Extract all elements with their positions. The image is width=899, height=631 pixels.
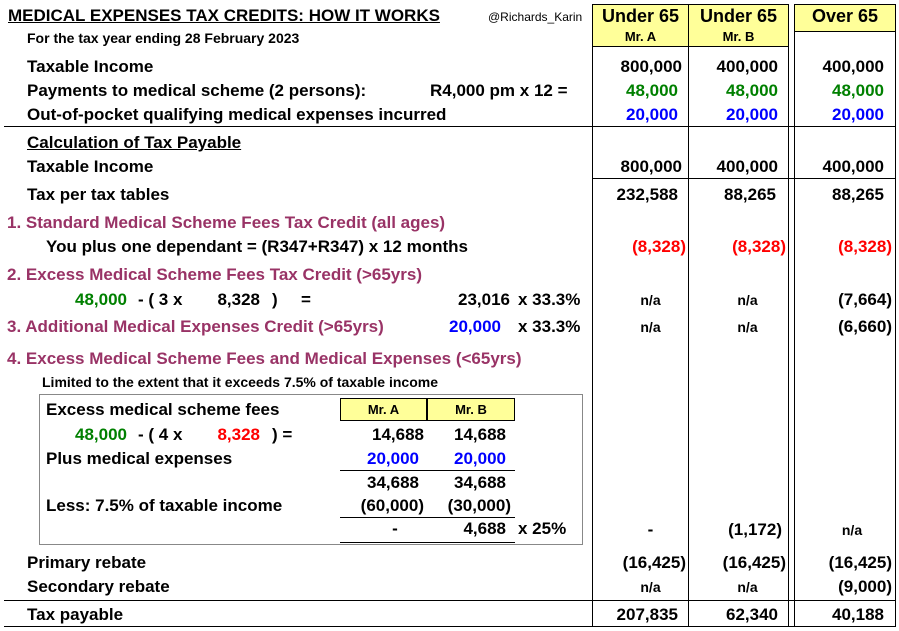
s3-c: (6,660) [838,317,892,336]
calc-taxable-label: Taxable Income [27,157,154,176]
box-less-label: Less: 7.5% of taxable income [46,496,283,515]
taxable-b: 400,000 [716,57,778,76]
s2-result: 23,016 [458,290,510,309]
box-header-a: Mr. A [367,402,400,417]
s1-b: (8,328) [732,237,786,256]
s2-rate: x 33.3% [518,290,581,309]
col-header-b-top: Under 65 [699,6,778,26]
s4-c: n/a [841,522,863,538]
tax-tables-c: 88,265 [832,185,884,204]
box-net-a: - [392,519,398,538]
primary-rebate-label: Primary rebate [27,553,147,572]
box-credit: 8,328 [217,425,260,444]
payments-formula: R4,000 pm x 12 = [430,81,568,100]
s4-heading: 4. Excess Medical Scheme Fees and Medical Expenses (<65yrs) [7,349,522,368]
s3-a: n/a [640,319,661,335]
s4-b: (1,172) [728,520,782,539]
box-subtotal-line [340,470,515,471]
tax-payable-b: 62,340 [726,605,778,624]
tax-year-note: For the tax year ending 28 February 2023 [27,30,300,46]
separator-tax-tables [592,178,896,179]
payments-c: 48,000 [832,81,884,100]
s4-a: - [647,520,654,539]
separator-bottom [4,626,896,627]
s2-amount: 48,000 [75,290,127,309]
calc-taxable-c: 400,000 [822,157,884,176]
col-header-b-sub: Mr. B [722,29,755,44]
header-bottom-line [592,46,789,47]
secondary-rebate-c: (9,000) [838,577,892,596]
box-rate: x 25% [518,519,567,538]
box-subtotal-a: 34,688 [367,473,419,492]
box-excess-label: Excess medical scheme fees [46,400,280,419]
s3-heading: 3. Additional Medical Expenses Credit (>65yrs) [7,317,384,336]
taxable-c: 400,000 [822,57,884,76]
calc-taxable-b: 400,000 [716,157,778,176]
label-taxable-income: Taxable Income [27,57,154,76]
s2-b: n/a [737,292,758,308]
col-line-right [788,4,789,627]
s1-a: (8,328) [632,237,686,256]
separator-inputs [4,126,896,127]
col-header-a-sub: Mr. A [624,29,657,44]
box-close: ) = [272,425,293,444]
box-plus-label: Plus medical expenses [46,449,233,468]
primary-rebate-c: (16,425) [828,553,892,572]
s4-note: Limited to the extent that it exceeds 7.5% of taxable income [42,374,438,390]
s2-credit: 8,328 [217,290,260,309]
payments-a: 48,000 [626,81,678,100]
primary-rebate-b: (16,425) [722,553,786,572]
s1-line: You plus one dependant = (R347+R347) x 12 months [46,237,468,256]
tax-tables-a: 232,588 [616,185,678,204]
header-bottom-line-c [794,31,896,32]
tax-payable-label: Tax payable [27,605,124,624]
col-header-a-top: Under 65 [601,6,680,26]
box-less-b: (30,000) [447,496,511,515]
box-amount: 48,000 [75,425,127,444]
secondary-rebate-a: n/a [640,579,661,595]
box-excess-a: 14,688 [372,425,424,444]
s3-b: n/a [737,319,758,335]
oop-a: 20,000 [626,105,678,124]
box-header-b: Mr. B [455,402,487,417]
s2-op: - ( 3 x [138,290,183,309]
secondary-rebate-label: Secondary rebate [27,577,170,596]
box-less-a: (60,000) [360,496,424,515]
s2-heading: 2. Excess Medical Scheme Fees Tax Credit (>65yrs) [7,265,422,284]
tax-payable-a: 207,835 [616,605,678,624]
separator-tax-payable [4,600,896,601]
page-title: MEDICAL EXPENSES TAX CREDITS: HOW IT WORKS [8,6,440,25]
header-top-line [592,4,789,5]
s2-close: ) [272,290,278,309]
secondary-rebate-b: n/a [737,579,758,595]
calc-taxable-a: 800,000 [620,157,682,176]
s1-c: (8,328) [838,237,892,256]
oop-c: 20,000 [832,105,884,124]
label-payments: Payments to medical scheme (2 persons): [27,81,367,100]
s2-equals: = [301,290,311,309]
tax-tables-b: 88,265 [724,185,776,204]
col-header-c-top: Over 65 [811,6,879,26]
box-plus-b: 20,000 [454,449,506,468]
box-excess-b: 14,688 [454,425,506,444]
box-op: - ( 4 x [138,425,183,444]
primary-rebate-a: (16,425) [622,553,686,572]
taxable-a: 800,000 [620,57,682,76]
s3-rate: x 33.3% [518,317,581,336]
calc-heading: Calculation of Tax Payable [27,133,242,152]
tax-payable-c: 40,188 [832,605,884,624]
s1-heading: 1. Standard Medical Scheme Fees Tax Credit (all ages) [7,213,446,232]
box-subtotal-b: 34,688 [454,473,506,492]
box-net-line [340,517,515,518]
payments-b: 48,000 [726,81,778,100]
s2-c: (7,664) [838,290,892,309]
author-handle: @Richards_Karin [488,10,583,24]
box-bottom-line [340,542,515,543]
oop-b: 20,000 [726,105,778,124]
s3-amount: 20,000 [449,317,501,336]
label-oop-expenses: Out-of-pocket qualifying medical expenses incurred [27,105,447,124]
tax-tables-label: Tax per tax tables [27,185,170,204]
box-plus-a: 20,000 [367,449,419,468]
header-top-line-c [794,4,896,5]
box-net-b: 4,688 [463,519,506,538]
s2-a: n/a [640,292,661,308]
